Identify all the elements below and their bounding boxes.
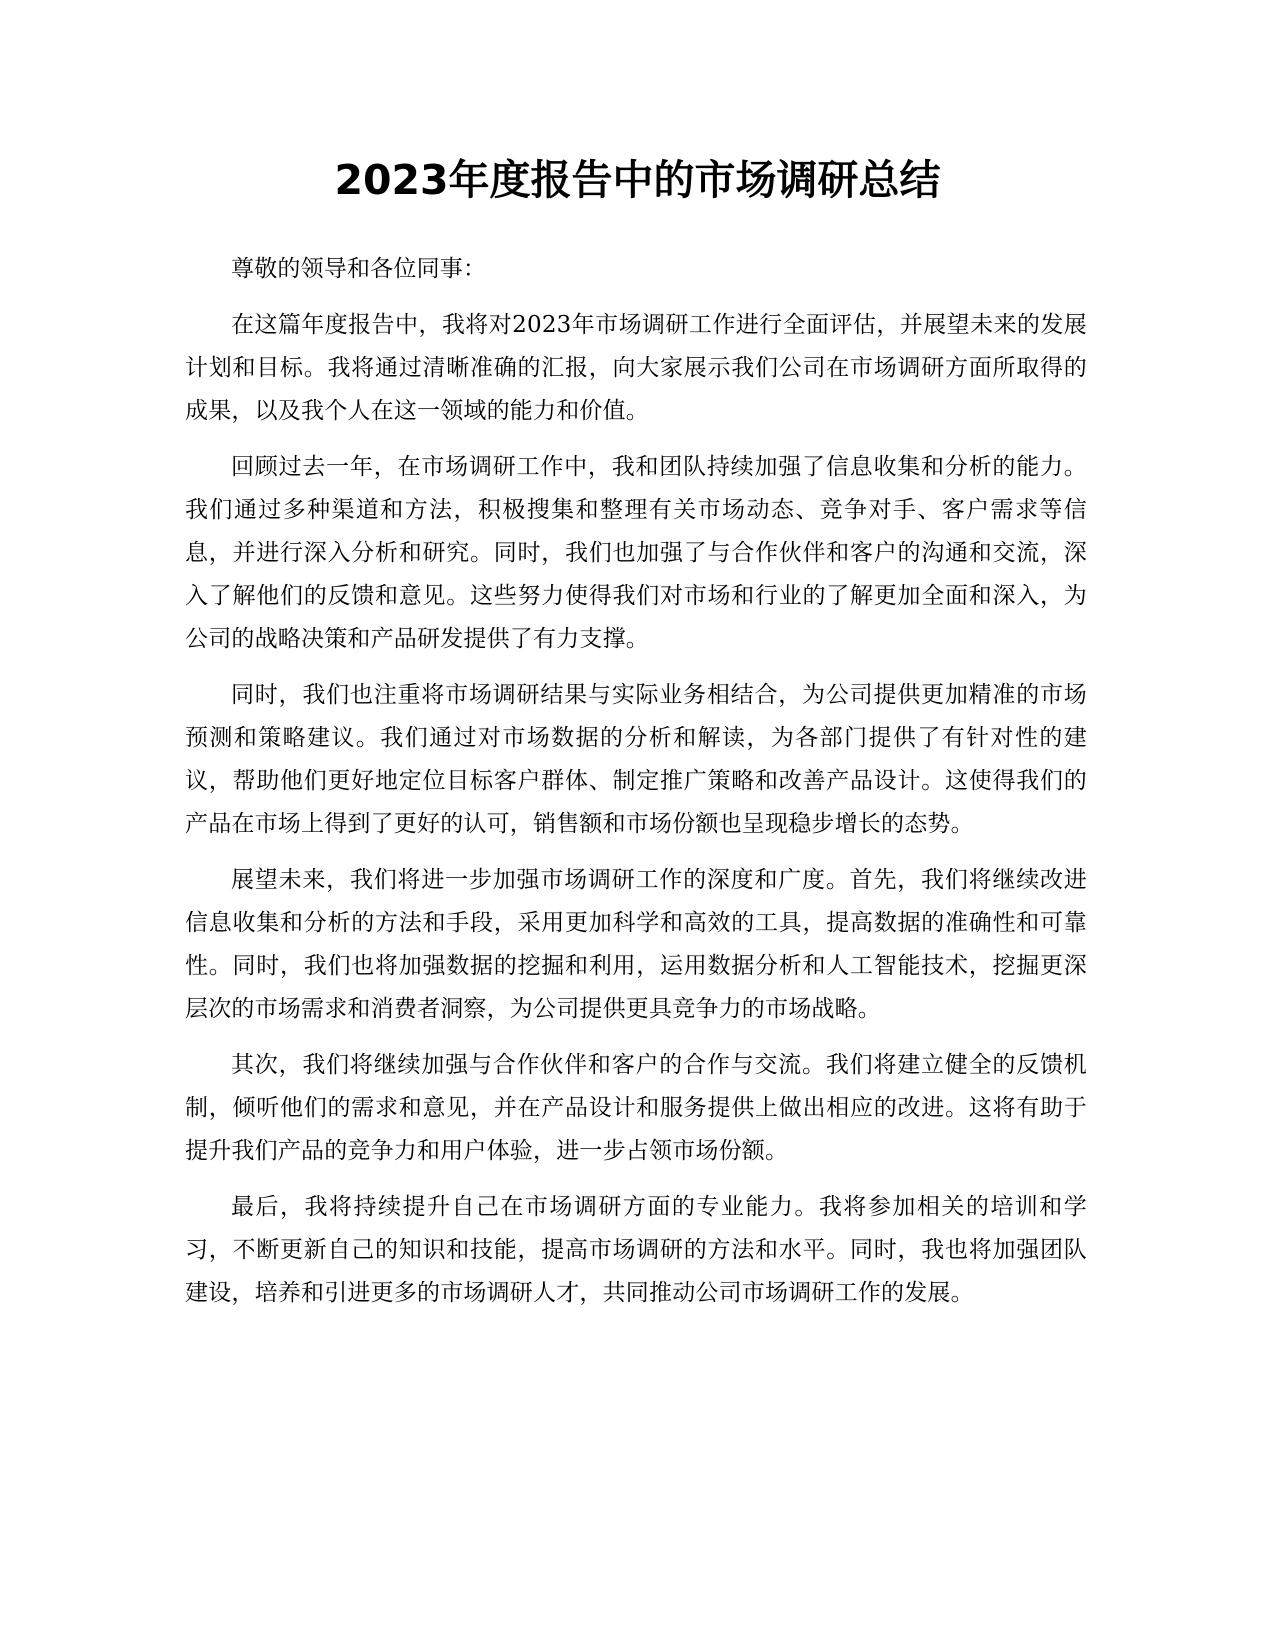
- salutation: 尊敬的领导和各位同事：: [231, 256, 487, 282]
- paragraph-business-integration: 同时，我们也注重将市场调研结果与实际业务相结合，为公司提供更加精准的市场预测和策略建议。我们通过对市场数据的分析和解读，为各部门提供了有针对性的建议，帮助他们更好地定位目标客户群体、制定推广策略和改善产品设计。这使得我们的产品在市场上得到了更好的认可，销售额和市场份额也呈现稳步增长的态势。: [185, 682, 1087, 837]
- document-title: 2023年度报告中的市场调研总结: [334, 156, 941, 204]
- document-body: [185, 248, 1087, 1328]
- paragraph-personal-growth: 最后，我将持续提升自己在市场调研方面的专业能力。我将参加相关的培训和学习，不断更新自己的知识和技能，提高市场调研的方法和水平。同时，我也将加强团队建设，培养和引进更多的市场调研人才，共同推动公司市场调研工作的发展。: [185, 1194, 1087, 1306]
- paragraph-intro: 在这篇年度报告中，我将对2023年市场调研工作进行全面评估，并展望未来的发展计划和目标。我将通过清晰准确的汇报，向大家展示我们公司在市场调研方面所取得的成果，以及我个人在这一领域的能力和价值。: [185, 312, 1087, 424]
- paragraph-outlook: 展望未来，我们将进一步加强市场调研工作的深度和广度。首先，我们将继续改进信息收集和分析的方法和手段，采用更加科学和高效的工具，提高数据的准确性和可靠性。同时，我们也将加强数据的挖掘和利用，运用数据分析和人工智能技术，挖掘更深层次的市场需求和消费者洞察，为公司提供更具竞争力的市场战略。: [185, 867, 1087, 1022]
- paragraph-review: 回顾过去一年，在市场调研工作中，我和团队持续加强了信息收集和分析的能力。我们通过多种渠道和方法，积极搜集和整理有关市场动态、竞争对手、客户需求等信息，并进行深入分析和研究。同时，我们也加强了与合作伙伴和客户的沟通和交流，深入了解他们的反馈和意见。这些努力使得我们对市场和行业的了解更加全面和深入，为公司的战略决策和产品研发提供了有力支撑。: [185, 454, 1087, 652]
- paragraph-partnership: 其次，我们将继续加强与合作伙伴和客户的合作与交流。我们将建立健全的反馈机制，倾听他们的需求和意见，并在产品设计和服务提供上做出相应的改进。这将有助于提升我们产品的竞争力和用户体验，进一步占领市场份额。: [185, 1052, 1087, 1164]
